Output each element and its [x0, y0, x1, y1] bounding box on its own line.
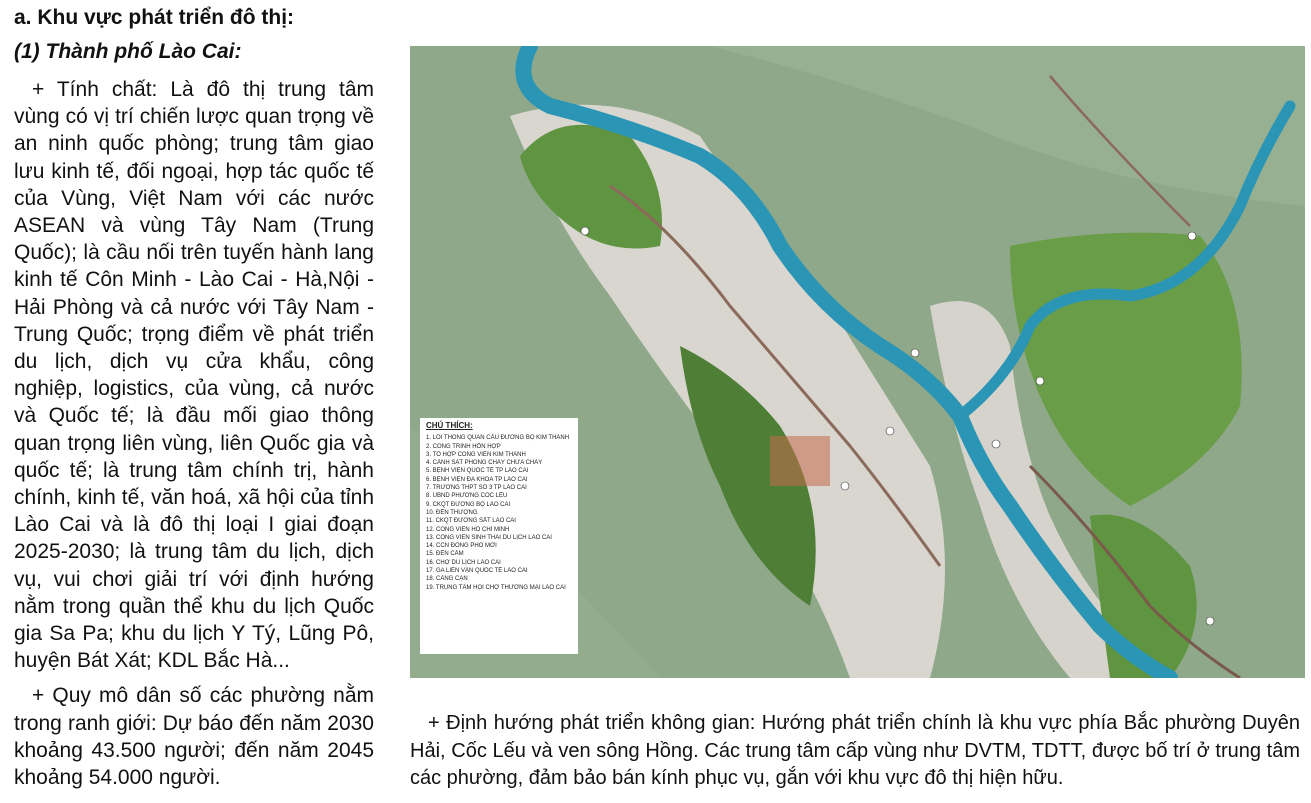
population-paragraph: + Quy mô dân số các phường nằm trong ranh giới: Dự báo đến năm 2030 khoảng 43.500 người; đến năm 2045 khoảng 54.000 người.	[14, 684, 374, 790]
legend-item: 16. CHỢ DU LỊCH LÀO CAI	[426, 559, 501, 566]
spatial-orientation-paragraph: + Định hướng phát triển không gian: Hướng phát triển chính là khu vực phía Bắc phường Duyên Hải, Cốc Lếu và ven sông Hồng. Các trung tâm cấp vùng như DVTM, TDTT, được bố trí ở trung tâm các phường, đảm bảo bán kính phục vụ, gắn với khu vực đô thị hiện hữu.	[410, 712, 1300, 789]
legend-list	[426, 434, 572, 592]
planning-map	[410, 46, 1305, 678]
marker-1	[1188, 232, 1196, 240]
marker-9	[911, 349, 919, 357]
legend-item: 2. CÔNG TRÌNH HỖN HỢP	[426, 443, 501, 450]
legend-item: 11. CKQT ĐƯỜNG SẮT LÀO CAI	[426, 518, 516, 525]
legend-item: 18. CẢNG CẠN	[426, 576, 468, 583]
marker-7	[886, 427, 894, 435]
legend-item: 15. ĐỀN CẤM	[426, 551, 464, 558]
subsection-heading: (1) Thành phố Lào Cai:	[14, 40, 242, 63]
marker-11	[992, 440, 1000, 448]
legend-item: 12. CÔNG VIÊN HỒ CHÍ MINH	[426, 526, 510, 533]
legend-item: 7. TRƯỜNG THPT SỐ 3 TP LÀO CAI	[426, 485, 527, 492]
marker-3	[581, 227, 589, 235]
legend-item: 13. CÔNG VIÊN SINH THÁI DU LỊCH LÀO CAI	[426, 534, 552, 541]
legend-title: CHÚ THÍCH:	[426, 421, 473, 430]
legend-item: 1. LỐI THÔNG QUAN CẦU ĐƯỜNG BỘ KIM THÀNH	[426, 435, 570, 442]
park-highlight	[770, 436, 830, 486]
section-heading: a. Khu vực phát triển đô thị:	[14, 6, 295, 29]
map-legend	[420, 418, 578, 654]
legend-item: 5. BỆNH VIỆN QUỐC TẾ TP LÀO CAI	[426, 468, 529, 475]
legend-item: 19. TRUNG TÂM HỘI CHỢ THƯƠNG MẠI LÀO CAI	[426, 584, 566, 591]
legend-item: 8. UBND PHƯỜNG CỐC LẾU	[426, 493, 508, 500]
character-paragraph: + Tính chất: Là đô thị trung tâm vùng có vị trí chiến lược quan trọng về an ninh quốc phòng; trung tâm giao lưu kinh tế, đối ngoại, hợp tác quốc tế của Vùng, Việt Nam với các nước ASEAN và vùng Tây Nam (Trung Quốc); là cầu nối trên tuyến hành lang kinh tế Côn Minh - Lào Cai - Hà,Nội - Hải Phòng và cả nước với Tây Nam - Trung Quốc; trọng điểm về phát triển du lịch, dịch vụ cửa khẩu, công nghiệp, logistics, của vùng, cả nước và Quốc tế; là đầu mối giao thông quan trọng liên vùng, liên Quốc gia và quốc tế; là trung tâm chính trị, hành chính, kinh tế, văn hoá, xã hội của tỉnh Lào Cai và là đô thị loại I giai đoạn 2025-2030; là trung tâm du lịch, dịch vụ, vui chơi giải trí với định hướng nằm trong quần thể khu du lịch Quốc gia Sa Pa; khu du lịch Y Tý, Lũng Pô, huyện Bát Xát; KDL Bắc Hà...	[14, 78, 374, 673]
legend-item: 4. CẢNH SÁT PHÒNG CHÁY CHỮA CHÁY	[426, 460, 543, 467]
legend-item: 9. CKQT ĐƯỜNG BỘ LÀO CAI	[426, 501, 511, 508]
left-text-column	[14, 76, 374, 791]
marker-2	[841, 482, 849, 490]
legend-item: 3. TỔ HỢP CÔNG VIÊN KIM THÀNH	[426, 451, 526, 458]
legend-item: 6. BỆNH VIỆN ĐA KHOA TP LÀO CAI	[426, 476, 528, 483]
legend-item: 10. ĐỀN THƯỢNG	[426, 509, 478, 516]
legend-item: 14. CCN ĐÔNG PHỐ MỚI	[426, 543, 497, 550]
marker-17	[1206, 617, 1214, 625]
bottom-text	[410, 710, 1300, 793]
marker-13	[1036, 377, 1044, 385]
legend-item: 17. GA LIÊN VẬN QUỐC TẾ LÀO CAI	[426, 568, 528, 575]
